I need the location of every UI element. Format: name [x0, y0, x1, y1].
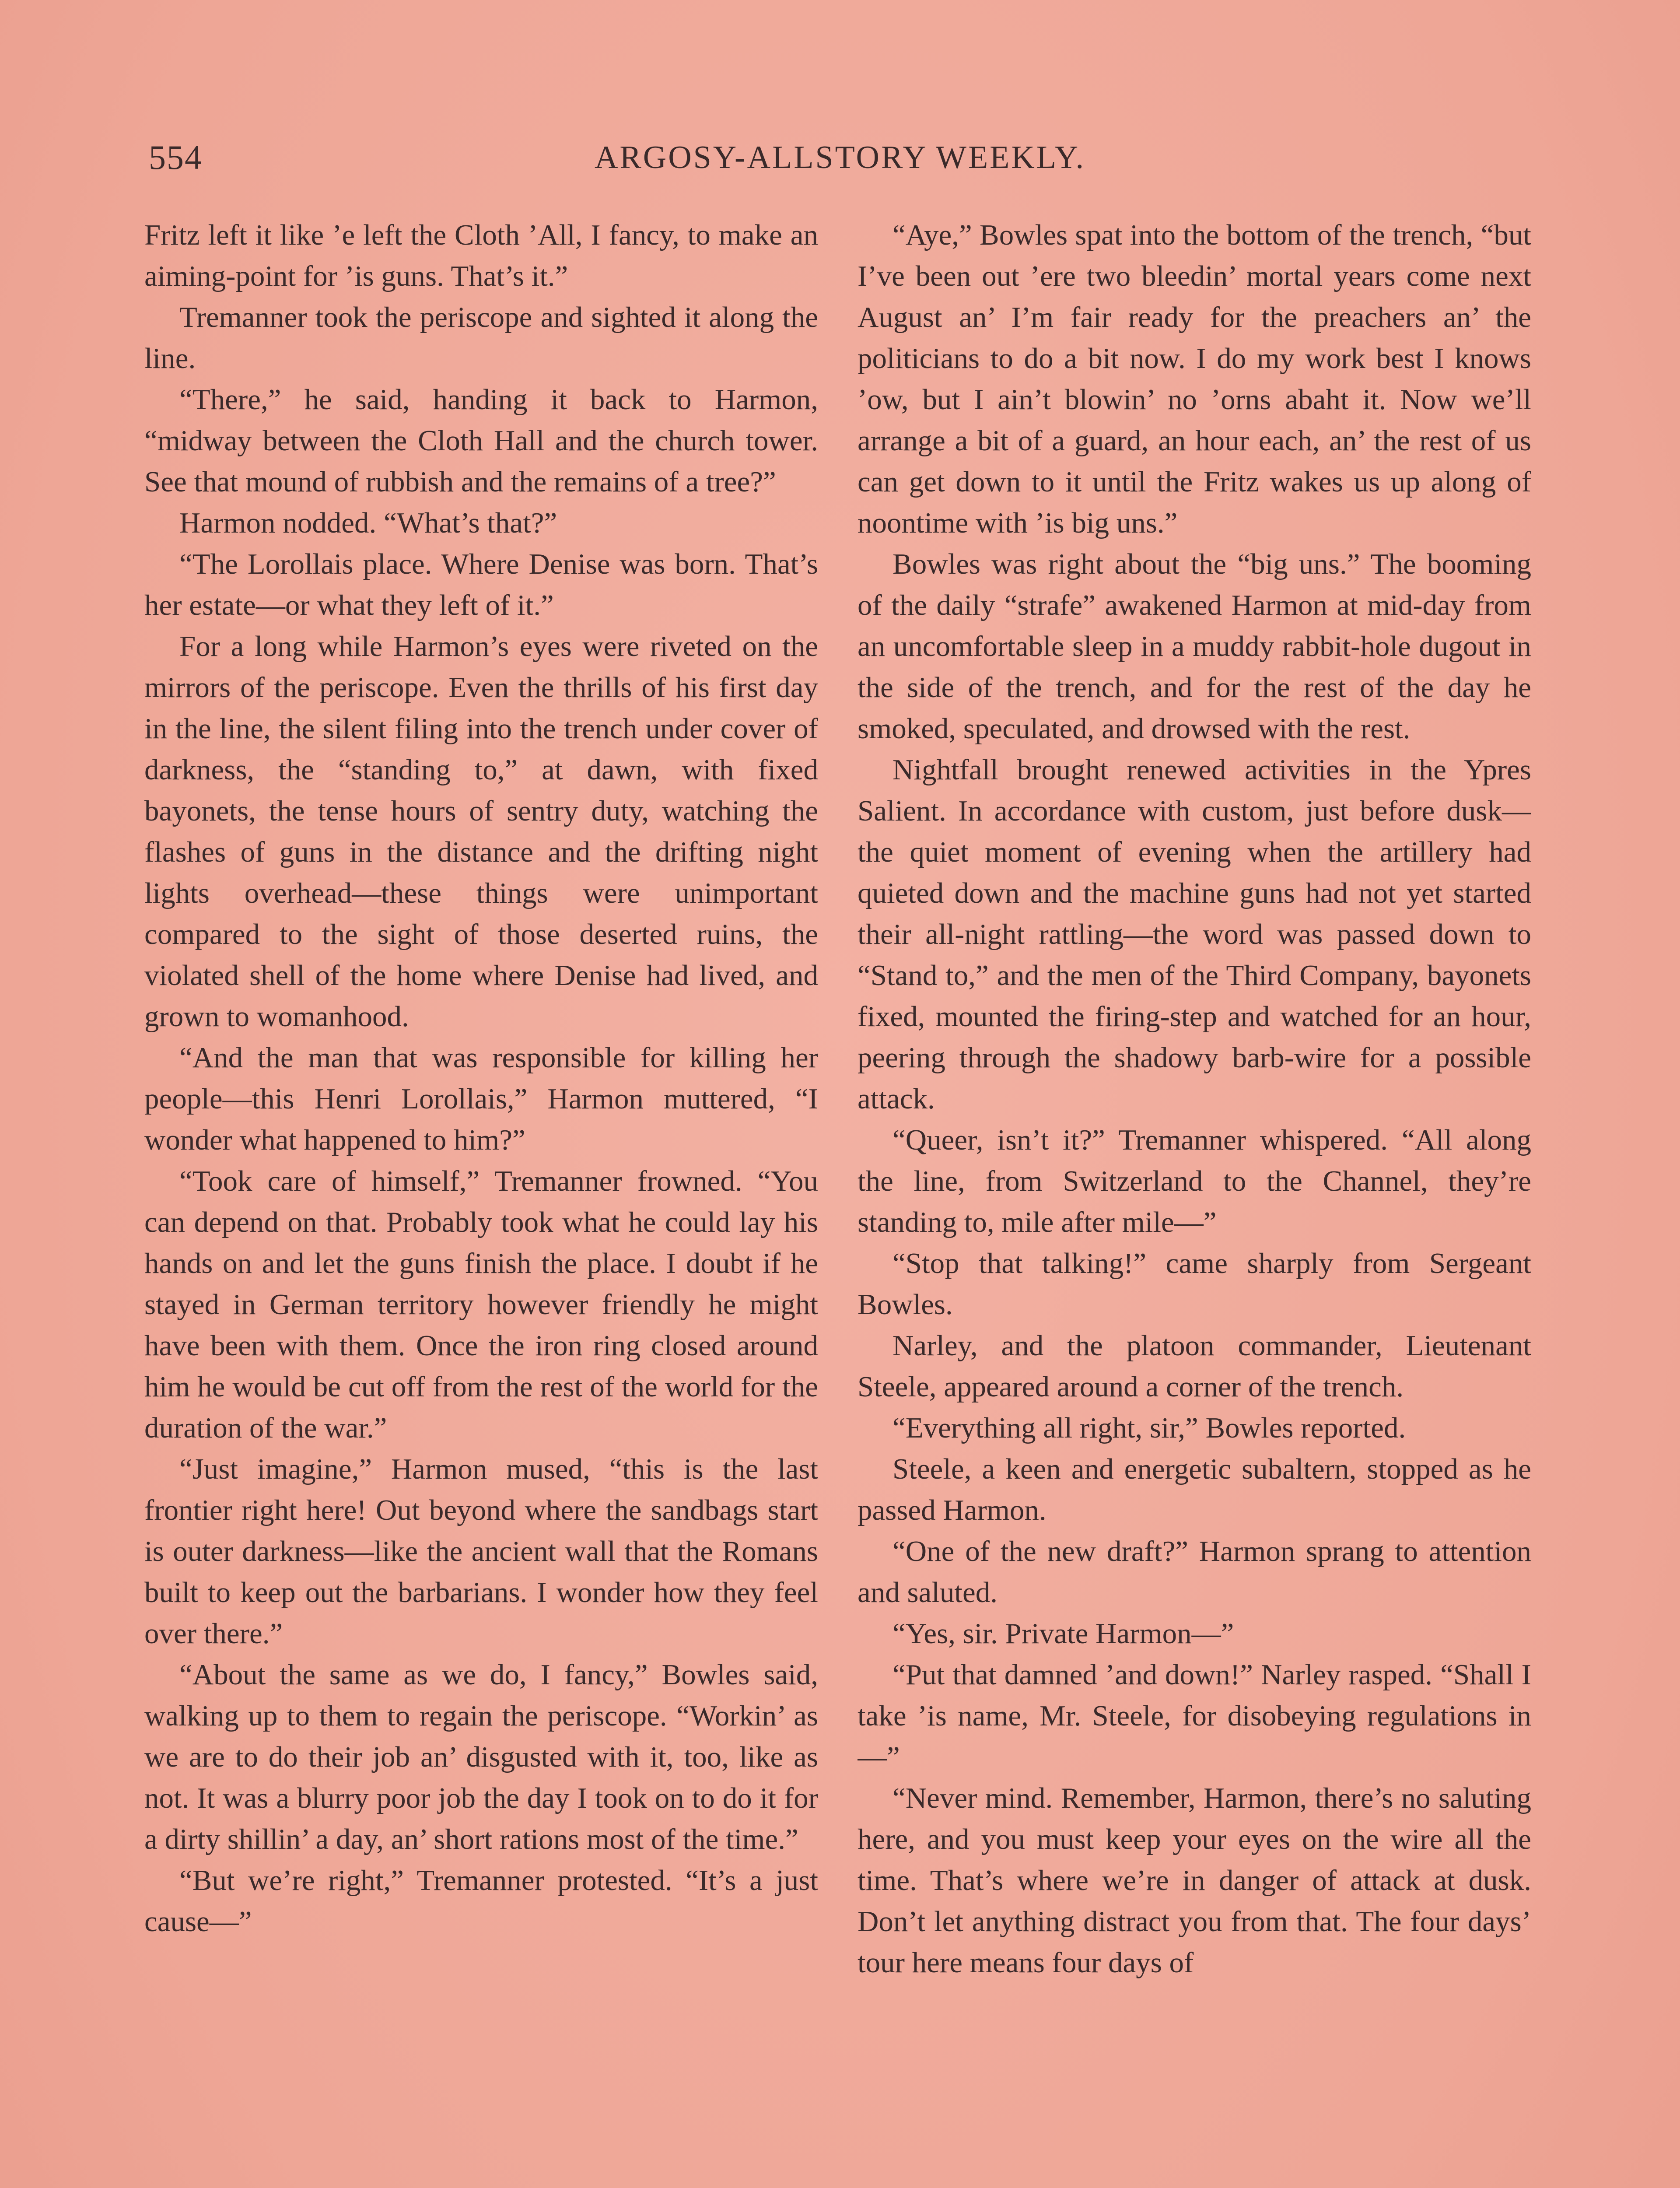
paragraph: Narley, and the platoon commander, Lieutenant Steele, appeared around a corner of the trench. [858, 1329, 1531, 1403]
paragraph: Steele, a keen and energetic subaltern, stopped as he passed Harmon. [858, 1453, 1531, 1526]
paragraph: “Everything all right, sir,” Bowles reported. [892, 1412, 1406, 1444]
paragraph: “And the man that was responsible for killing her people—this Henri Lorollais,” Harmon muttered, “I wonder what happened to him?” [144, 1041, 818, 1156]
paragraph: Bowles was right about the “big uns.” The booming of the daily “strafe” awakened Harmon at mid-day from an uncomfortable sleep in a muddy rabbit-hole dugout in the side of the trench, and for the rest of the day he smoked, speculated, and drowsed with the rest. [858, 548, 1531, 745]
paragraph: “But we’re right,” Tremanner protested. “It’s a just cause—” [144, 1864, 818, 1938]
paragraph: “Just imagine,” Harmon mused, “this is the last frontier right here! Out beyond where the sandbags start is outer darkness—like the ancient wall that the Romans built to keep out the barbarians. I wonder how they feel over there.” [144, 1453, 818, 1650]
left-column [144, 214, 818, 2188]
running-head: ARGOSY-ALLSTORY WEEKLY. [594, 140, 1086, 175]
paragraph: “Queer, isn’t it?” Tremanner whispered. “All along the line, from Switzerland to the Channel, they’re standing to, mile after mile—” [858, 1124, 1531, 1238]
paragraph: Nightfall brought renewed activities in the Ypres Salient. In accordance with custom, just before dusk—the quiet moment of evening when the artillery had quieted down and the machine guns had not yet started their all-night rattling—the word was passed down to “Stand to,” and the men of the Third Company, bayonets fixed, mounted the firing-step and watched for an hour, peering through the shadowy barb-wire for a possible attack. [858, 754, 1531, 1115]
paragraph: “There,” he said, handing it back to Harmon, “midway between the Cloth Hall and the church tower. See that mound of rubbish and the remains of a tree?” [144, 383, 818, 498]
paragraph: “Stop that talking!” came sharply from Sergeant Bowles. [858, 1247, 1531, 1321]
page-number: 554 [149, 138, 203, 176]
paragraph: “Never mind. Remember, Harmon, there’s no saluting here, and you must keep your eyes on the wire all the time. That’s where we’re in danger of attack at dusk. Don’t let anything distract you from that. The four days’ tour here means four days of [858, 1782, 1531, 1979]
paragraph: For a long while Harmon’s eyes were riveted on the mirrors of the periscope. Even the thrills of his first day in the line, the silent filing into the trench under cover of darkness, the “standing to,” at dawn, with fixed bayonets, the tense hours of sentry duty, watching the flashes of guns in the distance and the drifting night lights overhead—these things were unimportant compared to the sight of those deserted ruins, the violated shell of the home where Denise had lived, and grown to womanhood. [144, 630, 818, 1033]
paragraph: “One of the new draft?” Harmon sprang to attention and saluted. [858, 1535, 1531, 1609]
paragraph: Harmon nodded. “What’s that?” [179, 507, 557, 539]
paragraph: “Aye,” Bowles spat into the bottom of the trench, “but I’ve been out ’ere two bleedin’ mortal years come next August an’ I’m fair ready for the preachers an’ the politicians to do a bit now. I do my work best I knows ’ow, but I ain’t blowin’ no ’orns abaht it. Now we’ll arrange a bit of a guard, an hour each, an’ the rest of us can get down to it until the Fritz wakes us up along of noontime with ’is big uns.” [858, 219, 1531, 539]
right-column [858, 214, 1531, 2188]
paragraph: “About the same as we do, I fancy,” Bowles said, walking up to them to regain the periscope. “Workin’ as we are to do their job an’ disgusted with it, too, like as not. It was a blurry poor job the day I took on to do it for a dirty shillin’ a day, an’ short rations most of the time.” [144, 1659, 818, 1855]
paragraph: Fritz left it like ’e left the Cloth ’All, I fancy, to make an aiming-point for ’is guns. That’s it.” [144, 219, 818, 292]
page-header [149, 131, 1531, 184]
paragraph: Tremanner took the periscope and sighted it along the line. [144, 301, 818, 375]
paragraph: “Took care of himself,” Tremanner frowned. “You can depend on that. Probably took what he could lay his hands on and let the guns finish the place. I doubt if he stayed in German territory however friendly he might have been with them. Once the iron ring closed around him he would be cut off from the rest of the world for the duration of the war.” [144, 1165, 818, 1444]
paragraph: “Put that damned ’and down!” Narley rasped. “Shall I take ’is name, Mr. Steele, for disobeying regulations in—” [858, 1659, 1531, 1773]
paragraph: “The Lorollais place. Where Denise was born. That’s her estate—or what they left of it.” [144, 548, 818, 621]
paragraph: “Yes, sir. Private Harmon—” [892, 1617, 1234, 1650]
